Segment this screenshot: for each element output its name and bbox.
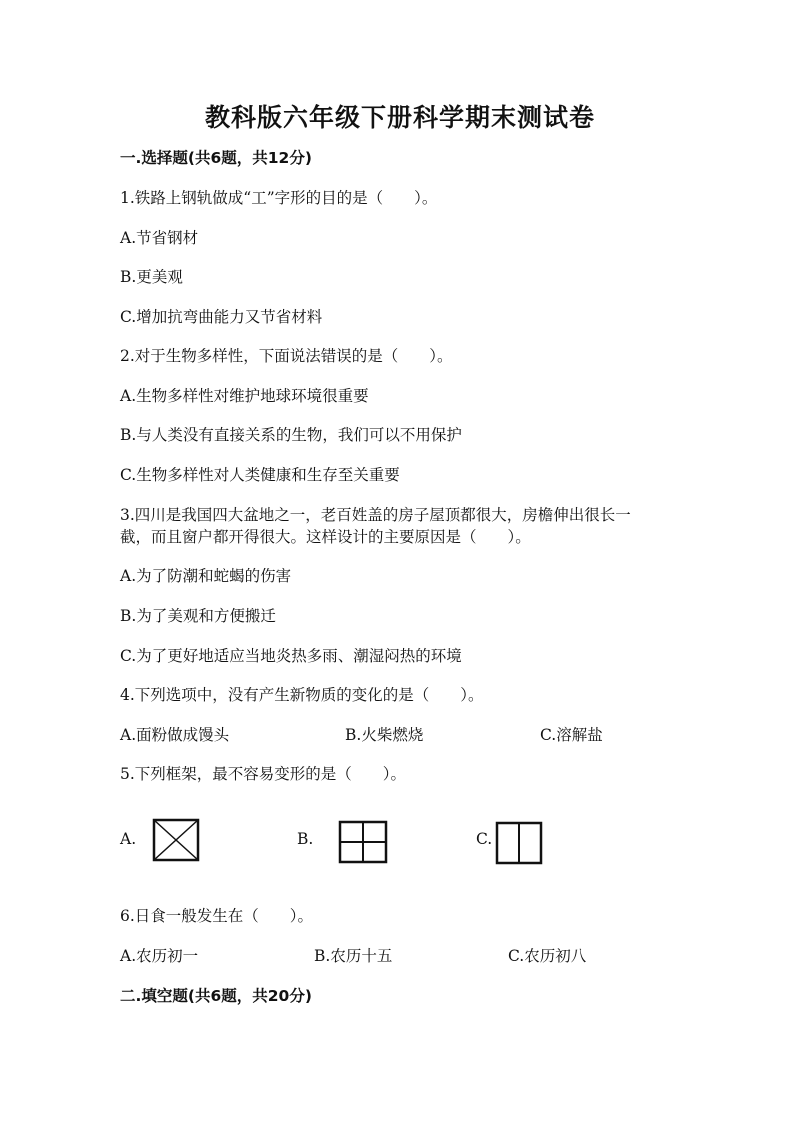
exam-title: 教科版六年级下册科学期末测试卷 — [204, 103, 595, 132]
section-heading-fill-blank: 二.填空题(共6题，共20分) — [120, 987, 312, 1005]
question-4-option-c: C.溶解盐 — [540, 726, 603, 744]
question-1-option-c: C.增加抗弯曲能力又节省材料 — [120, 308, 323, 326]
question-2-option-b: B.与人类没有直接关系的生物，我们可以不用保护 — [120, 426, 462, 444]
question-5-option-c-label: C. — [476, 830, 493, 848]
question-6-option-b: B.农历十五 — [314, 947, 393, 965]
question-4-option-b: B.火柴燃烧 — [345, 726, 424, 744]
question-5-stem: 5.下列框架，最不容易变形的是（ ）。 — [120, 765, 407, 783]
question-4-option-a: A.面粉做成馒头 — [120, 726, 230, 744]
question-6-option-c: C.农历初八 — [508, 947, 587, 965]
question-2-option-a: A.生物多样性对维护地球环境很重要 — [120, 387, 369, 405]
question-6-stem: 6.日食一般发生在（ ）。 — [120, 907, 314, 925]
question-2-option-c: C.生物多样性对人类健康和生存至关重要 — [120, 466, 400, 484]
question-1-option-b: B.更美观 — [120, 268, 183, 286]
question-6-option-a: A.农历初一 — [120, 947, 199, 965]
vertical-split-frame-figure — [495, 821, 543, 865]
question-3-stem-line2: 截，而且窗户都开得很大。这样设计的主要原因是（ ）。 — [120, 528, 531, 546]
question-1-stem: 1.铁路上钢轨做成“工”字形的目的是（ ）。 — [120, 189, 438, 207]
question-3-option-b: B.为了美观和方便搬迁 — [120, 607, 276, 625]
question-3-option-a: A.为了防潮和蛇蝎的伤害 — [120, 567, 292, 585]
question-4-stem: 4.下列选项中，没有产生新物质的变化的是（ ）。 — [120, 686, 484, 704]
question-5-option-b-label: B. — [297, 830, 314, 848]
cross-grid-frame-figure — [338, 820, 388, 864]
question-3-stem-line1: 3.四川是我国四大盆地之一，老百姓盖的房子屋顶都很大，房檐伸出很长一 — [120, 506, 631, 524]
question-1-option-a: A.节省钢材 — [120, 229, 199, 247]
question-5-option-a-label: A. — [120, 830, 137, 848]
question-2-stem: 2.对于生物多样性，下面说法错误的是（ ）。 — [120, 347, 453, 365]
diagonal-braced-frame-figure — [152, 818, 200, 862]
section-heading-choice: 一.选择题(共6题，共12分) — [120, 149, 312, 167]
question-3-option-c: C.为了更好地适应当地炎热多雨、潮湿闷热的环境 — [120, 647, 462, 665]
